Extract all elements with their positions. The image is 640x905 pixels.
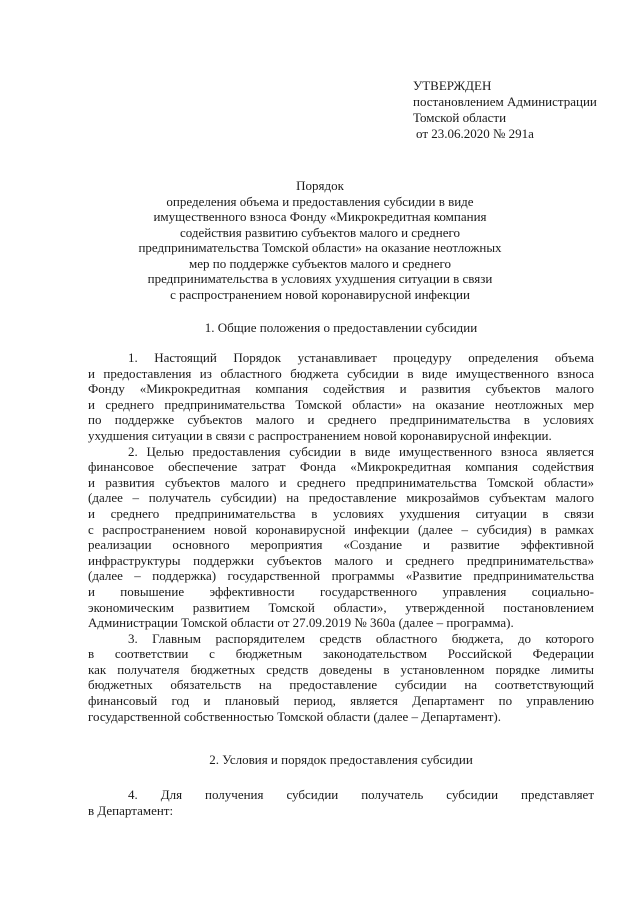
text-line: государственной собственностью Томской области (далее – Департамент). bbox=[88, 708, 501, 724]
text-line: (далее – получатель субсидии) на предоставление микрозаймов субъектам малого bbox=[88, 490, 594, 506]
text-line: Фонду «Микрокредитная компания содействия и развития субъектов малого bbox=[88, 381, 594, 397]
title-line: определения объема и предоставления субсидии в виде bbox=[166, 193, 474, 209]
document-title bbox=[120, 178, 520, 302]
approval-stamp bbox=[413, 78, 597, 142]
section-1-heading: 1. Общие положения о предоставлении субсидии bbox=[204, 320, 478, 335]
text-line: 3. Главным распорядителем средств областного бюджета, до которого bbox=[128, 630, 594, 646]
title-line: Порядок bbox=[296, 178, 344, 193]
title-line: имущественного взноса Фонду «Микрокредитная компания bbox=[153, 209, 487, 224]
text-line: в соответствии с бюджетным законодательством Российской Федерации bbox=[88, 646, 594, 662]
title-line: предпринимательства Томской области» на оказание неотложных bbox=[138, 240, 502, 255]
approval-date: от 23.06.2020 № 291а bbox=[416, 126, 534, 141]
text-line: 4. Для получения субсидии получатель субсидии представляет bbox=[128, 787, 594, 802]
text-line: 1. Настоящий Порядок устанавливает процедуру определения объема bbox=[128, 350, 594, 365]
text-line: финансовое обеспечение затрат Фонда «Микрокредитная компания содействия bbox=[88, 459, 594, 475]
text-line: и среднего предпринимательства в условиях ухудшения ситуации в связи bbox=[88, 505, 594, 521]
title-line: с распространением новой коронавирусной инфекции bbox=[170, 286, 470, 302]
title-line: мер по поддержке субъектов малого и среднего bbox=[189, 255, 451, 271]
text-line: реализации основного мероприятия «Создание и развитие эффективной bbox=[88, 537, 594, 553]
text-line: Администрации Томской области от 27.09.2019 № 360а (далее – программа). bbox=[88, 615, 514, 631]
text-line: и среднего предпринимательства Томской области» на оказание неотложных мер bbox=[88, 396, 594, 412]
title-line: содействия развитию субъектов малого и среднего bbox=[179, 224, 461, 240]
text-line: бюджетных обязательств на предоставление субсидии на соответствующий bbox=[88, 677, 594, 693]
paragraph-1 bbox=[88, 350, 594, 444]
text-line: как получателя бюджетных средств доведены в установленном порядке лимиты bbox=[88, 661, 594, 677]
approval-heading: УТВЕРЖДЕН bbox=[413, 78, 492, 93]
text-line: и повышение эффективности государственного управления социально- bbox=[88, 583, 594, 599]
paragraph-2 bbox=[88, 444, 594, 631]
text-line: в Департамент: bbox=[88, 802, 174, 818]
text-line: с распространением новой коронавирусной инфекции (далее – субсидия) в рамках bbox=[88, 521, 594, 537]
text-line: экономическим развитием Томской области», утвержденной постановлением bbox=[88, 599, 594, 615]
paragraph-4 bbox=[88, 787, 594, 818]
text-line: инфраструктуры поддержки субъектов малого и среднего предпринимательства» bbox=[88, 552, 594, 568]
section-2-body bbox=[88, 787, 594, 818]
paragraph-3 bbox=[88, 631, 594, 725]
section-2-heading: 2. Условия и порядок предоставления субсидии bbox=[209, 752, 473, 767]
text-line: по поддержке субъектов малого и среднего предпринимательства в условиях bbox=[88, 412, 594, 428]
title-line: предпринимательства в условиях ухудшения ситуации в связи bbox=[147, 271, 493, 286]
approval-line: Томской области bbox=[413, 110, 507, 125]
text-line: (далее – поддержка) государственной программы «Развитие предпринимательства bbox=[88, 568, 594, 584]
text-line: 2. Целью предоставления субсидии в виде имущественного взноса является bbox=[128, 443, 594, 459]
text-line: и развития субъектов малого и среднего предпринимательства Томской области» bbox=[88, 474, 594, 490]
text-line: ухудшения ситуации в связи с распространением новой коронавирусной инфекции. bbox=[88, 427, 552, 443]
text-line: финансовый год и плановый период, является Департамент по управлению bbox=[88, 693, 594, 709]
approval-line: постановлением Администрации bbox=[413, 94, 597, 109]
text-line: и предоставления из областного бюджета субсидии в виде имущественного взноса bbox=[88, 365, 594, 381]
section-1-body bbox=[88, 350, 594, 724]
